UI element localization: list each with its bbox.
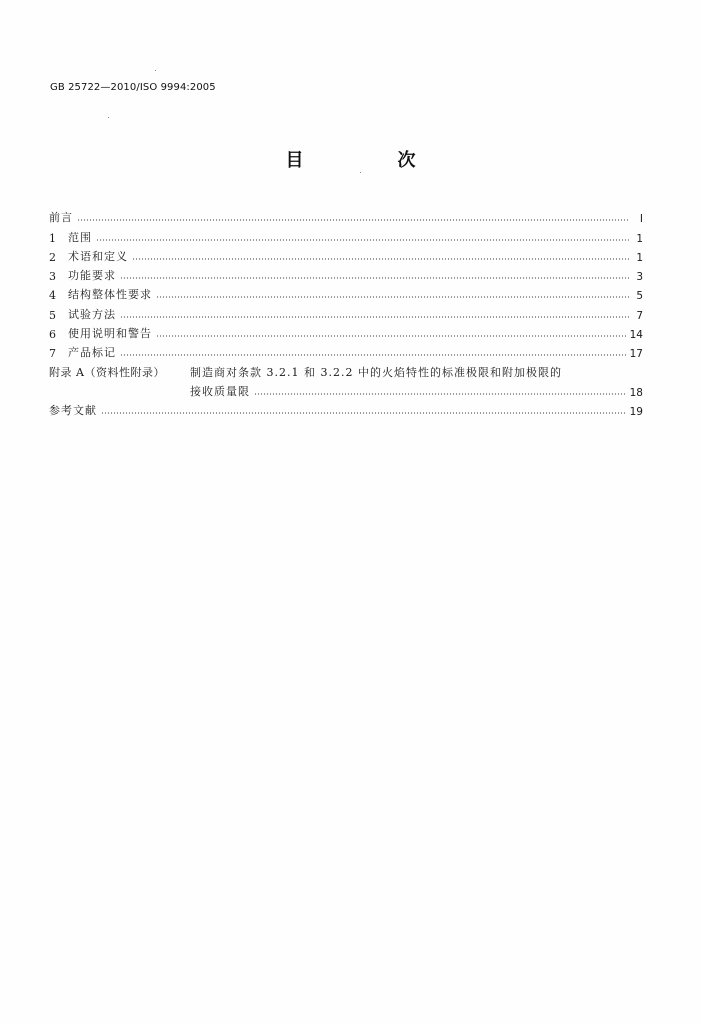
annex-title-line1: 制造商对条款 3.2.1 和 3.2.2 中的火焰特性的标准极限和附加极限的 [190, 365, 562, 379]
toc-entry-number: 5 [49, 308, 56, 322]
toc-leader-dots [120, 277, 629, 279]
toc-entry-page: 19 [629, 406, 643, 419]
scan-speck [360, 172, 361, 173]
toc-entry-2[interactable] [49, 245, 643, 264]
toc-leader-dots [120, 316, 629, 318]
toc-entry-page: 18 [629, 386, 643, 399]
toc-entry-number: 1 [49, 231, 56, 245]
toc-entry-number: 7 [49, 347, 56, 361]
toc-entry-label: 术语和定义 [68, 249, 128, 263]
toc-title: 目 次 [285, 150, 454, 171]
toc-entry-label: 结构整体性要求 [68, 288, 152, 302]
toc-entry-page: I [639, 213, 643, 226]
toc-entry-1[interactable] [49, 225, 643, 244]
toc-entry-7[interactable] [49, 341, 643, 360]
toc-entry-label: 参考文献 [49, 404, 97, 418]
toc-entry-3[interactable] [49, 264, 643, 283]
scan-speck [108, 117, 109, 118]
toc-entry-4[interactable] [49, 283, 643, 302]
toc-entry-number: 3 [49, 270, 56, 284]
scan-speck [155, 70, 156, 71]
toc-entry-page: 7 [636, 309, 643, 322]
toc-entry-page: 1 [636, 251, 643, 264]
toc-leader-dots [132, 258, 629, 260]
toc-leader-dots [77, 219, 629, 221]
toc-entry-number: 4 [49, 289, 56, 303]
toc-entry-foreword[interactable] [49, 206, 643, 225]
toc-entry-6[interactable] [49, 322, 643, 341]
toc-leader-dots [120, 354, 626, 356]
toc-entry-label: 使用说明和警告 [68, 327, 152, 341]
toc-entry-label: 试验方法 [68, 307, 116, 321]
toc-entry-annex-a-cont[interactable] [49, 380, 643, 399]
toc-entry-5[interactable] [49, 302, 643, 321]
toc-leader-dots [96, 239, 629, 241]
toc-entry-label: 范围 [68, 230, 92, 244]
toc-entry-number: 6 [49, 328, 56, 342]
toc-leader-dots [254, 393, 626, 395]
toc-entry-page: 3 [636, 271, 643, 284]
toc-entry-page: 5 [636, 290, 643, 303]
toc-leader-dots [156, 335, 626, 337]
toc-entry-page: 1 [636, 232, 643, 245]
annex-title-line2: 接收质量限 [190, 384, 250, 398]
toc-entry-label: 前言 [49, 211, 73, 225]
annex-prefix: 附录 A（资料性附录） [49, 365, 165, 379]
toc-entry-label: 产品标记 [68, 346, 116, 360]
toc-entry-references[interactable] [49, 399, 643, 418]
standard-code-header: GB 25722—2010/ISO 9994:2005 [50, 82, 216, 93]
toc-entry-page: 14 [629, 329, 643, 342]
toc-leader-dots [101, 412, 626, 414]
toc-leader-dots [156, 296, 629, 298]
toc-entry-label: 功能要求 [68, 269, 116, 283]
toc-entry-page: 17 [629, 348, 643, 361]
toc-entry-annex-a[interactable] [49, 360, 643, 379]
table-of-contents [49, 206, 643, 418]
toc-entry-number: 2 [49, 250, 56, 264]
